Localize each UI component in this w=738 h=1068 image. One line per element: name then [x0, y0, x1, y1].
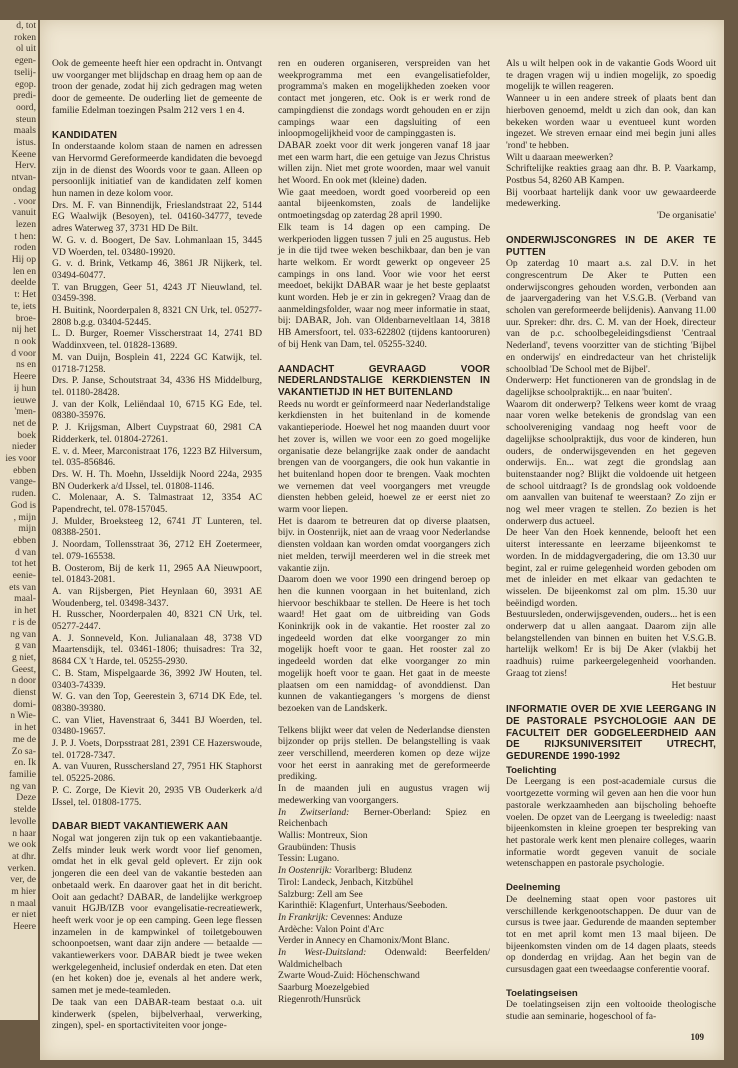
margin-fragment: g niet,	[12, 651, 36, 663]
paragraph: Drs. M. F. van Binnendijk, Frieslandstraat 22, 5144 EG Waalwijk (Besoyen), tel. 04160-34777, tevede adres Waterweg 37, 3731 HD De Bilt.	[52, 199, 262, 235]
margin-fragment: lezen	[15, 218, 36, 230]
paragraph: T. van Bruggen, Geer 51, 4243 JT Nieuwland, tel. 03459-398.	[52, 281, 262, 305]
signature: 'De organisatie'	[657, 210, 716, 222]
margin-fragment: oord,	[16, 101, 36, 113]
margin-fragment: we ook	[8, 839, 36, 851]
paragraph: Wanneer u in een andere streek of plaats bent dan hierboven genoemd, meldt u zich dan ook, dan kan bekeken worden waar u eventueel kunt worden ingezet. We streven ernaar eind mei begin juni alles 'rond' te hebben.	[506, 93, 716, 151]
paragraph: Nogal wat jongeren zijn tuk op een vakantiebaantje. Zelfs minder leuk werk wordt voor lief genomen, omdat het in elk geval geld oplevert. Er zijn ook jongeren die een deel van de vakantie besteden aan onbetaald werk. En daarover gaat het in dit bericht. Ooit aan gedacht? DABAR, de landelijke werkgroep vanuit HGJB/IZB voor evangelisatie-recreatiewerk, heeft werk voor je op een camping. Geen lege flessen inzamelen in de kampwinkel of toiletgebouwen schoonpoetsen, want daar zijn andere — betaalde — vakantiewerkers voor. DABAR biedt je twee weken werkgelegenheid, inclusief onderdak en eten. Dat eten (en het koken) doe je, evenals al het andere werk, samen met je mede-teamleden.	[52, 833, 262, 997]
margin-fragment: egen-	[14, 55, 36, 67]
margin-fragment: Keene	[11, 148, 36, 160]
paragraph-text: Berner-Oberland: Spiez en Reichenbach	[278, 806, 491, 830]
margin-fragment: n maal	[10, 897, 36, 909]
margin-fragment: vanuit	[12, 207, 36, 219]
paragraph: Op zaterdag 10 maart a.s. zal D.V. in het congrescentrum De Aker te Putten een onderwijscongres gehouden worden, verbonden aan de jaarvergadering van het V.S.G.B. (Verband van scholen van gereformeerde belijdenis). Aanvang 11.00 uur. Spreker: dhr. drs. C. M. van der Hoek, directeur van de p.c. schoolbegeleidingsdienst 'Centraal Nederland', tevens voorzitter van de stichting 'Bijbel en onderwijs' en eindredacteur van het christelijk schoolblad 'De School met de Bijbel'.	[506, 258, 716, 375]
paragraph: Tirol: Landeck, Jenbach, Kitzbühel	[278, 876, 414, 888]
paragraph: Elk team is 14 dagen op een camping. De werkperioden liggen tussen 7 juli en 25 augustus. Heb je in die tijd twee weken beschikbaar, dan ben je van harte welkom. Er wordt gewerkt op ongeveer 25 campings in ons land. Voor wie voor het eerst meedoet, bekijkt DABAR waar je het beste geplaatst kunt worden. Heb je er zin in gekregen? Vraag dan de aanmeldingsfolder, waar nog meer informatie in staat, bij: DABAR, Joh. van Oldenbarneveltlaan 14, 3818 HB Amersfoort, tel. 033-622802 (tijdens kantooruren) of bij Henk van Dam, tel. 05255-3240.	[278, 221, 490, 350]
margin-fragment: roden	[14, 242, 36, 254]
section-heading: ONDERWIJSCONGRES IN DE AKER TE PUTTEN	[506, 234, 716, 258]
margin-fragment: at dhr.	[12, 850, 36, 862]
margin-fragment: t: Het	[14, 289, 36, 301]
paragraph: Schriftelijke reakties graag aan dhr. B. P. Vaarkamp, Postbus 54, 8260 AB Kampen.	[506, 163, 716, 187]
paragraph: P. J. Krijgsman, Albert Cuypstraat 60, 2981 CA Ridderkerk, tel. 01804-27261.	[52, 422, 262, 445]
paragraph: Tessin: Lugano.	[278, 853, 340, 865]
paragraph: Onderwerp: Het functioneren van de grondslag in de dagelijkse schoolpraktijk... en naar 'buiten'.	[506, 375, 716, 398]
spacer	[506, 870, 716, 880]
margin-fragment: steun	[15, 113, 36, 125]
margin-fragment: Hij op	[11, 254, 36, 266]
paragraph: De toelatingseisen zijn een voltooide theologische studie aan seminarie, hogeschool of fa-	[506, 999, 716, 1023]
margin-fragment: egop.	[14, 78, 36, 90]
margin-fragment: stelde	[13, 804, 36, 816]
paragraph: W. G. v. d. Boogert, De Sav. Lohmanlaan 15, 3445 VD Woerden, tel. 03480-19920.	[52, 234, 262, 258]
paragraph: De heer Van den Hoek kennende, belooft het een uiterst interessante en leerzame bijeenkomst te worden. In de middagvergadering, die om 13.30 uur begint, zal er ruime gelegenheid worden geboden om met de inleider en met elkaar van gedachten te wisselen. De bijeenkomst zal om plm. 15.30 uur beëindigd worden.	[506, 527, 716, 609]
section-heading: Toelatingseisen	[506, 987, 578, 999]
margin-fragment: net de	[12, 417, 36, 429]
margin-fragment: er niet	[11, 909, 36, 921]
margin-fragment: maals	[13, 125, 36, 137]
paragraph: H. Buitink, Noorderpalen 8, 8321 CN Urk, tel. 05277-2808 b.g.g. 03404-52445.	[52, 305, 262, 328]
paragraph-text: Cevennes: Anduze	[328, 911, 403, 923]
margin-fragment: Heere	[13, 371, 36, 383]
paragraph: A. J. Sonneveld, Kon. Julianalaan 48, 3738 VD Maartensdijk, tel. 03461-1806; thuisadres: Tra 32, 8684 CX 't Harde, tel. 05255-2930.	[52, 632, 262, 668]
paragraph: Graubünden: Thusis	[278, 841, 356, 853]
section-heading: AANDACHT GEVRAAGD VOOR NEDERLANDSTALIGE KERKDIENSTEN IN VAKANTIETIJD IN HET BUITENLAND	[278, 363, 490, 398]
paragraph: Bij voorbaat hartelijk dank voor uw gewaardeerde medewerking.	[506, 186, 716, 210]
paragraph: E. v. d. Meer, Marconistraat 176, 1223 BZ Hilversum, tel. 035-856846.	[52, 445, 262, 469]
paragraph: Wallis: Montreux, Sion	[278, 830, 368, 841]
margin-fragment: Geest,	[11, 663, 36, 675]
paragraph: De deelneming staat open voor pastores uit verschillende kerkgenootschappen. De duur van de cursus is twee jaar. Gedurende de maanden september tot en met april komt men 13 maal bijeen. De bijeenkomsten vinden om de 14 dagen plaats, steeds op donderdag en vrijdag. Aan het begin van de cursusdagen gaat een tweedaagse conferentie vooraf.	[506, 893, 716, 976]
spacer	[506, 976, 716, 986]
paragraph: Telkens blijkt weer dat velen de Nederlandse diensten bijzonder op prijs stellen. De belangstelling is vaak zeer verschillend, meerderen komen op deze wijze voor het eerst in aanraking met de gereformeerde prediking.	[278, 724, 490, 783]
margin-fragment: ntvan-	[11, 172, 36, 184]
paragraph: C. Molenaar, A. S. Talmastraat 12, 3354 AC Papendrecht, tel. 078-157045.	[52, 492, 262, 516]
margin-fragment: verken.	[7, 862, 36, 874]
margin-fragment: Herv.	[15, 160, 36, 172]
margin-fragment: in het	[14, 605, 36, 617]
margin-fragment: Heere	[13, 921, 36, 933]
margin-fragment: ns en	[16, 359, 36, 371]
paragraph: B. Oosterom, Bij de kerk 11, 2965 AA Nieuwpoort, tel. 01843-2081.	[52, 562, 262, 586]
margin-fragment: God is	[10, 499, 36, 511]
margin-fragment: vange-	[9, 476, 36, 488]
paragraph	[278, 865, 490, 877]
margin-fragment: n Wie-	[10, 710, 36, 722]
margin-fragment: tot het	[11, 558, 36, 570]
margin-fragment: dienst	[13, 687, 36, 699]
paragraph: Karinthië: Klagenfurt, Unterhaus/Seeboden.	[278, 900, 448, 912]
section-heading: INFORMATIE OVER DE XVIE LEERGANG IN DE PASTORALE PSYCHOLOGIE AAN DE FACULTEIT DER GODGELEERDHEID AAN DE RIJKSUNIVERSITEIT UTRECHT, GEDURENDE 1990-1992	[506, 704, 716, 763]
paragraph: Salzburg: Zell am See	[278, 888, 363, 900]
margin-fragment: d voor	[11, 347, 36, 359]
section-heading: DABAR BIEDT VAKANTIEWERK AAN	[52, 821, 228, 833]
margin-fragment: 'men-	[14, 406, 36, 418]
page-number: 109	[690, 1032, 704, 1042]
country-label: In West-Duitsland:	[278, 947, 367, 959]
margin-fragment: nij het	[11, 324, 36, 336]
paragraph: Reeds nu wordt er geïnformeerd naar Nederlandstalige kerkdiensten in het buitenland in de komende vakantieperiode. Hoewel het nog maanden duurt voor het zover is, willen we voor een zo goed mogelijke organisatie deze belangrijke zaak onder de aandacht brengen van de voorgangers, die ook hun vakantie in het buitenland hopen door te brengen. Vaak mochten we vernemen dat veel voorgangers met vreugde diensten hebben geleid, hoewel ze er eerst niet zo warm voor liepen.	[278, 398, 490, 516]
previous-page-margin	[0, 20, 38, 1020]
paragraph: ren en ouderen organiseren, verspreiden van het weekprogramma met een evangelisatiefolder, programma's maken en mogelijkheden zoeken voor contact met jongeren, etc. Ook is er werk rond de campingdienst die zondags wordt gehouden en er zijn campings waar een dagsluiting of een inloopmogelijkheid voor de campinggasten is.	[278, 58, 490, 140]
paragraph: A. van Rijsbergen, Piet Heynlaan 60, 3931 AE Woudenberg, tel. 03498-3437.	[52, 585, 262, 609]
paragraph: J. P. J. Voets, Dorpsstraat 281, 2391 CE Hazerswoude, tel. 01728-7347.	[52, 738, 262, 761]
margin-fragment: n haar	[12, 827, 36, 839]
column-2	[278, 58, 490, 1006]
margin-fragment: eenie-	[12, 570, 36, 582]
margin-fragment: n door	[11, 675, 36, 687]
paragraph: J. Noordam, Tollensstraat 36, 2712 EH Zoetermeer, tel. 079-165538.	[52, 539, 262, 562]
section-heading: Deelneming	[506, 882, 561, 894]
paragraph: Verder in Annecy en Chamonix/Mont Blanc.	[278, 935, 450, 947]
paragraph: W. G. van den Top, Geerestein 3, 6714 DK Ede, tel. 08380-39380.	[52, 691, 262, 714]
margin-fragment: tselij-	[14, 66, 36, 78]
margin-fragment: ondag	[12, 183, 36, 195]
section-heading: KANDIDATEN	[52, 129, 118, 141]
spacer	[52, 808, 262, 818]
margin-fragment: istus.	[16, 137, 36, 149]
margin-fragment: deelde	[10, 277, 36, 289]
margin-fragment: d, tot	[16, 20, 36, 31]
country-label: In Oostenrijk:	[278, 865, 333, 877]
margin-fragment: domi-	[13, 698, 36, 710]
country-label: In Frankrijk:	[278, 911, 329, 923]
paragraph: De taak van een DABAR-team bestaat o.a. uit kinderwerk (spelen, bijbelverhaal, verwerking, zingen), spel- en sportactiviteiten voor jonge-	[52, 996, 262, 1032]
paragraph: Drs. W. H. Th. Moehn, IJsseldijk Noord 224a, 2935 BN Ouderkerk a/d IJssel, tel. 01808-1146.	[52, 468, 262, 492]
magazine-page	[40, 20, 724, 1060]
margin-fragment: ver, de	[10, 874, 36, 886]
margin-fragment: ebben	[13, 464, 36, 476]
paragraph: In onderstaande kolom staan de namen en adressen van Hervormd Gereformeerde kandidaten die bevoegd zijn in de dienst des Woords voor te gaan. Alleen op persoonlijk initiatief van de kandidaten zelf komen hun namen in deze kolom voor.	[52, 141, 262, 200]
paragraph: M. van Duijn, Bosplein 41, 2224 GC Katwijk, tel. 01718-71258.	[52, 351, 262, 375]
spacer	[278, 715, 490, 725]
spacer	[506, 222, 716, 232]
margin-fragment: boek	[17, 429, 36, 441]
paragraph: Saarburg Moezelgebied	[278, 982, 370, 994]
margin-fragment: ruden.	[11, 488, 36, 500]
margin-fragment: mijn	[18, 523, 36, 535]
margin-fragment: in het	[14, 722, 36, 734]
margin-fragment: . voor	[13, 195, 36, 207]
paragraph: Drs. P. Janse, Schoutstraat 34, 4336 HS Middelburg, tel. 01180-28428.	[52, 375, 262, 398]
spacer	[506, 691, 716, 701]
paragraph: DABAR zoekt voor dit werk jongeren vanaf 18 jaar met een warm hart, die een getuige van Jezus Christus willen zijn. Niet met grote woorden, maar wel vanuit het Woord. En ook met (kleine) daden.	[278, 139, 490, 187]
margin-fragment: ij hun	[13, 382, 36, 394]
paragraph: Als u wilt helpen ook in de vakantie Gods Woord uit te dragen vragen wij u indien mogelijk, zo spoedig mogelijk te willen reageren.	[506, 58, 716, 93]
margin-fragment: ieuwe	[13, 394, 36, 406]
margin-fragment: nieder	[12, 441, 36, 453]
column-3	[506, 58, 716, 1023]
paragraph: Wie gaat meedoen, wordt goed voorbereid op een aantal bijeenkomsten, zoals de landelijke ontmoetingsdag op zaterdag 28 april 1990.	[278, 186, 490, 222]
margin-fragment: te, iets	[10, 300, 36, 312]
margin-fragment: maal-	[14, 593, 36, 605]
margin-fragment: roken	[14, 31, 36, 43]
margin-fragment: m hier	[11, 886, 36, 898]
paragraph-text: Vorarlberg: Bludenz	[332, 865, 413, 877]
paragraph: Ook de gemeente heeft hier een opdracht in. Ontvangt uw voorganger met blijdschap en draag hem op aan de troon der genade, zodat hij zich gedragen mag weten door de gemeente. De ouderling liet de gemeente de familie Edelman toezingen Psalm 212 vers 1 en 4.	[52, 58, 262, 116]
paragraph: Riegenroth/Hunsrück	[278, 993, 361, 1005]
paragraph: J. Mulder, Broeksteeg 12, 6741 JT Lunteren, tel. 08388-2501.	[52, 515, 262, 539]
paragraph: C. B. Stam, Mispelgaarde 36, 3992 JW Houten, tel. 03403-74339.	[52, 667, 262, 691]
paragraph: Zwarte Woud-Zuid: Höchenschwand	[278, 970, 420, 982]
spacer	[52, 117, 262, 127]
paragraph: L. D. Burger, Roemer Visscherstraat 14, 2741 BD Waddinxveen, tel. 01828-13689.	[52, 328, 262, 352]
paragraph	[278, 947, 490, 970]
margin-fragment: len en	[12, 265, 36, 277]
paragraph	[278, 807, 490, 830]
margin-fragment: r is de	[12, 616, 36, 628]
margin-fragment: ebben	[13, 534, 36, 546]
paragraph: Waarom dit onderwerp? Telkens weer komt de vraag naar voren welke betekenis de grondslag van een schoolvereniging vandaag nog heeft voor de dagelijkse schoolpraktijk, dus voor de kinderen, hun ouders, de onderwijsgevenden en het gegeven onderwijs. En... wat zegt die grondslag aan buitenstaander nog? Blijkt die voldoende uit hetgeen de school uitdraagt? Is de grondslag ook voldoende om aanvallen van buitenaf te weerstaan? Zo zijn er nog wel meer vragen te stellen. Zo bezien is het onderwerp dus actueel.	[506, 398, 716, 527]
margin-fragment: Zo sa-	[11, 745, 36, 757]
paragraph: Bestuursleden, onderwijsgevenden, ouders... het is een onderwerp dat u allen aangaat. Daarom zijn alle belangstellenden van binnen en buiten het V.S.G.B. hartelijk welkom! Er is bij De Aker (vlakbij het raadhuis) ruime parkeergelegenheid voorhanden. Graag tot ziens!	[506, 609, 716, 679]
section-heading: Toelichting	[506, 764, 557, 776]
margin-fragment: g van	[14, 640, 36, 652]
margin-fragment: levolle	[9, 815, 36, 827]
paragraph: Wilt u daaraan meewerken?	[506, 151, 613, 163]
paragraph	[278, 912, 490, 924]
paragraph: C. van Vliet, Havenstraat 6, 3441 BJ Woerden, tel. 03480-19657.	[52, 714, 262, 738]
paragraph: In de maanden juli en augustus vragen wij medewerking van voorgangers.	[278, 783, 490, 806]
paragraph: H. Russcher, Noorderpalen 40, 8321 CN Urk, tel. 05277-2447.	[52, 609, 262, 633]
margin-fragment: t hen:	[14, 230, 36, 242]
margin-fragment: en. Ik	[14, 757, 36, 769]
margin-fragment: ol uit	[16, 43, 36, 55]
paragraph: P. C. Zorge, De Kievit 20, 2935 VB Ouderkerk a/d IJssel, tel. 01808-1775.	[52, 784, 262, 808]
margin-fragment: familie	[8, 769, 36, 780]
paragraph: Daarom doen we voor 1990 een dringend beroep op hen die kunnen voorgaan in het buitenland, zich hiervoor beschikbaar te stellen. De Heere is het toch waard! Het gaat om de uitbreiding van Gods Koninkrijk ook in de vakantie. Het rooster zal zo ingedeeld worden dat elke voorganger zo min mogelijk hoeft voor te gaan. Het rooster zal zo ingedeeld worden dat elke voorganger zo min mogelijk hoeft voor te gaan. Het gaat in de meeste plaatsen om een namiddag- of avonddienst. Dan kunnen de vakantiegangers 's morgens de dienst bezoeken van de Landskerk.	[278, 574, 490, 714]
margin-fragment: predi-	[13, 90, 36, 102]
margin-fragment: ies voor	[5, 453, 36, 465]
paragraph: De Leergang is een post-academiale cursus die voortgezette vorming wil geven aan hen die voor hun pastorale werkzaamheden aan bijscholing behoefte voelen. De opzet van de Leergang is tweeledig: naast bijeenkomsten in kleine groepen ter bespreking van het pastorale werk kent men plenaire colleges, waarin informatie wordt gegeven vanuit de sociale wetenschappen en pastorale psychologie.	[506, 776, 716, 870]
margin-fragment: , mijn	[13, 511, 36, 523]
paragraph: A. van Vuuren, Russchersland 27, 7951 HK Staphorst tel. 05225-2086.	[52, 761, 262, 785]
margin-fragment: broe-	[15, 312, 36, 324]
paragraph-text: Odenwald: Beerfelden/ Waldmichelbach	[278, 947, 490, 970]
paragraph: J. van der Kolk, Leliëndaal 10, 6715 KG Ede, tel. 08380-35976.	[52, 398, 262, 422]
paragraph: G. v. d. Brink, Vetkamp 46, 3861 JR Nijkerk, tel. 03494-60477.	[52, 258, 262, 281]
spacer	[278, 351, 490, 361]
margin-fragment: n ook	[14, 335, 36, 347]
margin-fragment: ng van	[10, 628, 36, 640]
column-1	[52, 58, 262, 1032]
margin-fragment: Deze	[16, 792, 36, 804]
paragraph: Ardèche: Valon Point d'Arc	[278, 923, 384, 935]
paragraph: Het is daarom te betreuren dat op diverse plaatsen, bijv. in Oostenrijk, niet aan de vraag voor Nederlandse diensten voldaan kan worden omdat voorgangers zich niet melden, terwijl meerderen wel in die streek met vakantie zijn.	[278, 515, 490, 574]
country-label: In Zwitserland:	[278, 806, 350, 818]
margin-fragment: ng van	[10, 780, 36, 792]
margin-fragment: d van	[14, 546, 36, 558]
margin-fragment: me de	[12, 733, 36, 745]
signature: Het bestuur	[671, 679, 716, 691]
margin-fragment: ets van	[9, 581, 36, 593]
